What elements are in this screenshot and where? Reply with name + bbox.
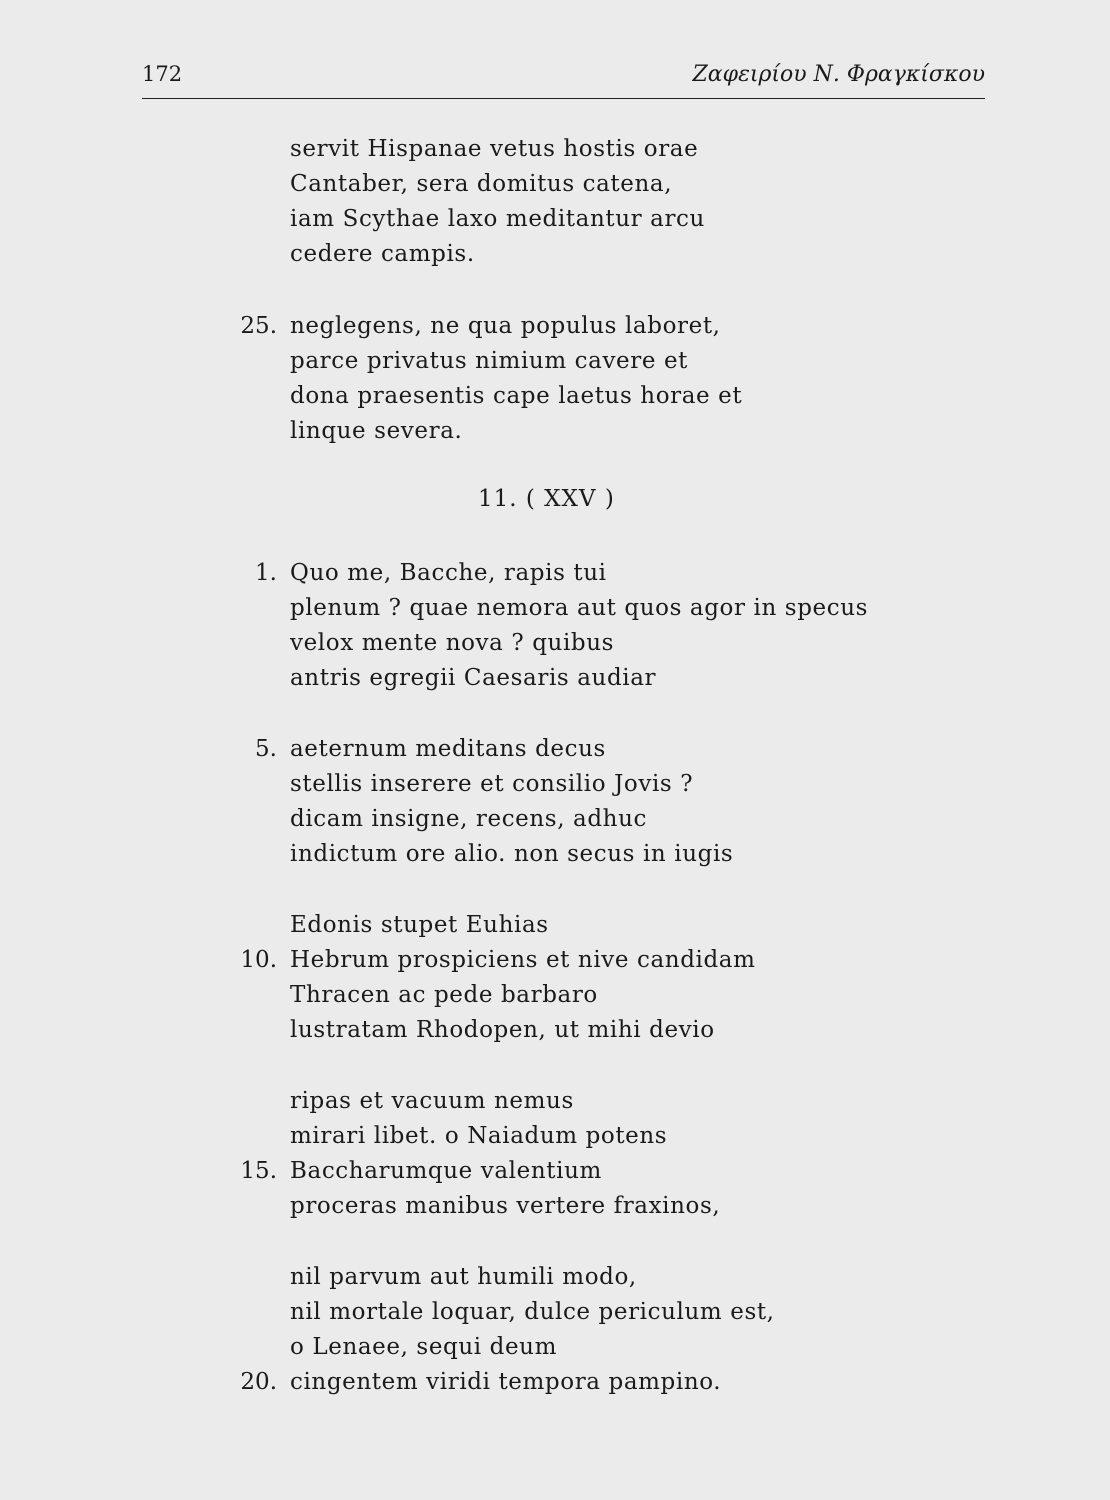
verse-line: Edonis stupet Euhias (290, 912, 549, 938)
page-number: 172 (142, 62, 183, 86)
verse-line: proceras manibus vertere fraxinos, (290, 1193, 721, 1219)
verse-line: iam Scythae laxo meditantur arcu (290, 206, 705, 232)
verse-line: Cantaber, sera domitus catena, (290, 171, 673, 197)
verse-line: nil parvum aut humili modo, (290, 1264, 637, 1290)
verse-line: o Lenaee, sequi deum (290, 1334, 557, 1360)
poem-title: 11. ( XXV ) (478, 486, 615, 512)
verse-line: antris egregii Caesaris audiar (290, 665, 657, 691)
line-number: 20. (240, 1369, 277, 1395)
running-head: Ζαφειρίου Ν. Φραγκίσκου (692, 62, 985, 87)
verse-line: indictum ore alio. non secus in iugis (290, 841, 734, 867)
verse-line: mirari libet. o Naiadum potens (290, 1123, 668, 1149)
verse-line: Thracen ac pede barbaro (290, 982, 598, 1008)
verse-line: parce privatus nimium cavere et (290, 348, 689, 374)
line-number: 25. (240, 313, 277, 339)
verse-line: Quo me, Bacche, rapis tui (290, 560, 607, 586)
verse-line: cingentem viridi tempora pampino. (290, 1369, 722, 1395)
page-header (142, 58, 985, 99)
verse-line: stellis inserere et consilio Jovis ? (290, 771, 694, 797)
line-number: 10. (240, 947, 277, 973)
line-number: 1. (255, 560, 277, 586)
verse-line: servit Hispanae vetus hostis orae (290, 136, 699, 162)
verse-line: nil mortale loquar, dulce periculum est, (290, 1299, 775, 1325)
verse-line: cedere campis. (290, 241, 475, 267)
verse-line: aeternum meditans decus (290, 736, 606, 762)
verse-line: lustratam Rhodopen, ut mihi devio (290, 1017, 715, 1043)
verse-line: dona praesentis cape laetus horae et (290, 383, 743, 409)
line-number: 5. (255, 736, 277, 762)
line-number: 15. (240, 1158, 277, 1184)
verse-line: neglegens, ne qua populus laboret, (290, 313, 721, 339)
verse-line: linque severa. (290, 418, 463, 444)
verse-line: plenum ? quae nemora aut quos agor in specus (290, 595, 869, 621)
verse-line: ripas et vacuum nemus (290, 1088, 574, 1114)
verse-line: Baccharumque valentium (290, 1158, 602, 1184)
verse-line: dicam insigne, recens, adhuc (290, 806, 647, 832)
verse-line: Hebrum prospiciens et nive candidam (290, 947, 756, 973)
verse-line: velox mente nova ? quibus (290, 630, 615, 656)
